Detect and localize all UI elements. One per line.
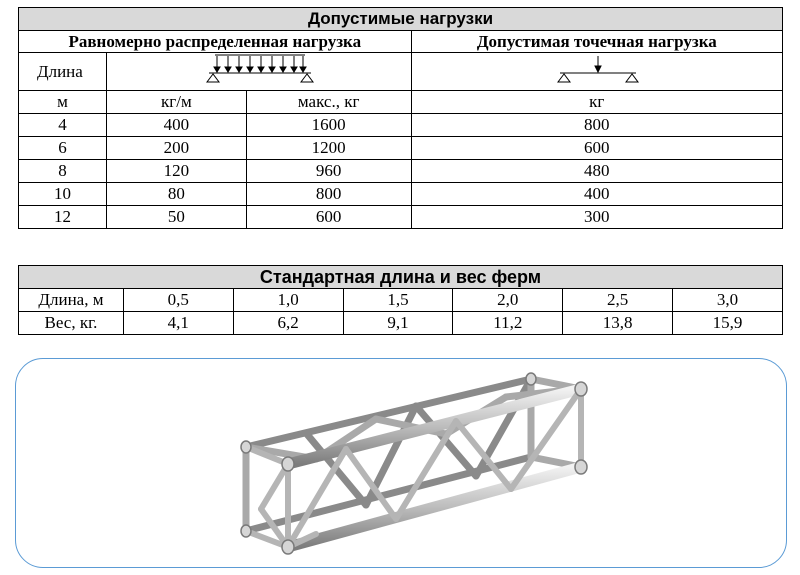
- table-row: [19, 312, 783, 335]
- cell-length: 4: [19, 114, 107, 137]
- cell-per-meter: 80: [106, 183, 246, 206]
- cell-weight: 11,2: [453, 312, 563, 335]
- table-row: [19, 160, 783, 183]
- cell-per-meter: 400: [106, 114, 246, 137]
- cell-point: 400: [411, 183, 782, 206]
- cell-length: 2,0: [453, 289, 563, 312]
- unit-length: м: [19, 91, 107, 114]
- weight-row-label: Вес, кг.: [19, 312, 124, 335]
- cell-length: 6: [19, 137, 107, 160]
- point-load-icon: [552, 53, 642, 85]
- uniform-load-diagram: [106, 53, 411, 91]
- unit-max: макс., кг: [246, 91, 411, 114]
- cell-weight: 15,9: [673, 312, 783, 335]
- uniform-load-header: Равномерно распределенная нагрузка: [19, 31, 412, 53]
- cell-point: 480: [411, 160, 782, 183]
- table-row: [19, 137, 783, 160]
- cell-length: 2,5: [563, 289, 673, 312]
- cell-length: 8: [19, 160, 107, 183]
- length-row-label: Длина, м: [19, 289, 124, 312]
- cell-max: 800: [246, 183, 411, 206]
- cell-length: 3,0: [673, 289, 783, 312]
- cell-length: 0,5: [123, 289, 233, 312]
- truss-illustration: [16, 359, 786, 567]
- truss-image-frame: [15, 358, 787, 568]
- table-row: [19, 206, 783, 229]
- distributed-load-icon: [189, 53, 329, 85]
- cell-max: 1600: [246, 114, 411, 137]
- loads-table: [18, 7, 783, 229]
- cell-max: 600: [246, 206, 411, 229]
- cell-length: 10: [19, 183, 107, 206]
- cell-max: 1200: [246, 137, 411, 160]
- unit-per-meter: кг/м: [106, 91, 246, 114]
- cell-per-meter: 50: [106, 206, 246, 229]
- cell-max: 960: [246, 160, 411, 183]
- cell-length: 1,5: [343, 289, 453, 312]
- standard-title: Стандартная длина и вес ферм: [19, 266, 783, 289]
- cell-length: 1,0: [233, 289, 343, 312]
- cell-point: 300: [411, 206, 782, 229]
- cell-length: 12: [19, 206, 107, 229]
- length-label: Длина: [19, 53, 107, 91]
- standard-length-table: [18, 265, 783, 335]
- cell-per-meter: 200: [106, 137, 246, 160]
- cell-weight: 13,8: [563, 312, 673, 335]
- table-row: [19, 114, 783, 137]
- table-row: [19, 183, 783, 206]
- cell-point: 600: [411, 137, 782, 160]
- cell-weight: 9,1: [343, 312, 453, 335]
- point-load-diagram: [411, 53, 782, 91]
- unit-point: кг: [411, 91, 782, 114]
- cell-weight: 6,2: [233, 312, 343, 335]
- cell-per-meter: 120: [106, 160, 246, 183]
- loads-title: Допустимые нагрузки: [19, 8, 783, 31]
- point-load-header: Допустимая точечная нагрузка: [411, 31, 782, 53]
- cell-point: 800: [411, 114, 782, 137]
- cell-weight: 4,1: [123, 312, 233, 335]
- table-row: [19, 289, 783, 312]
